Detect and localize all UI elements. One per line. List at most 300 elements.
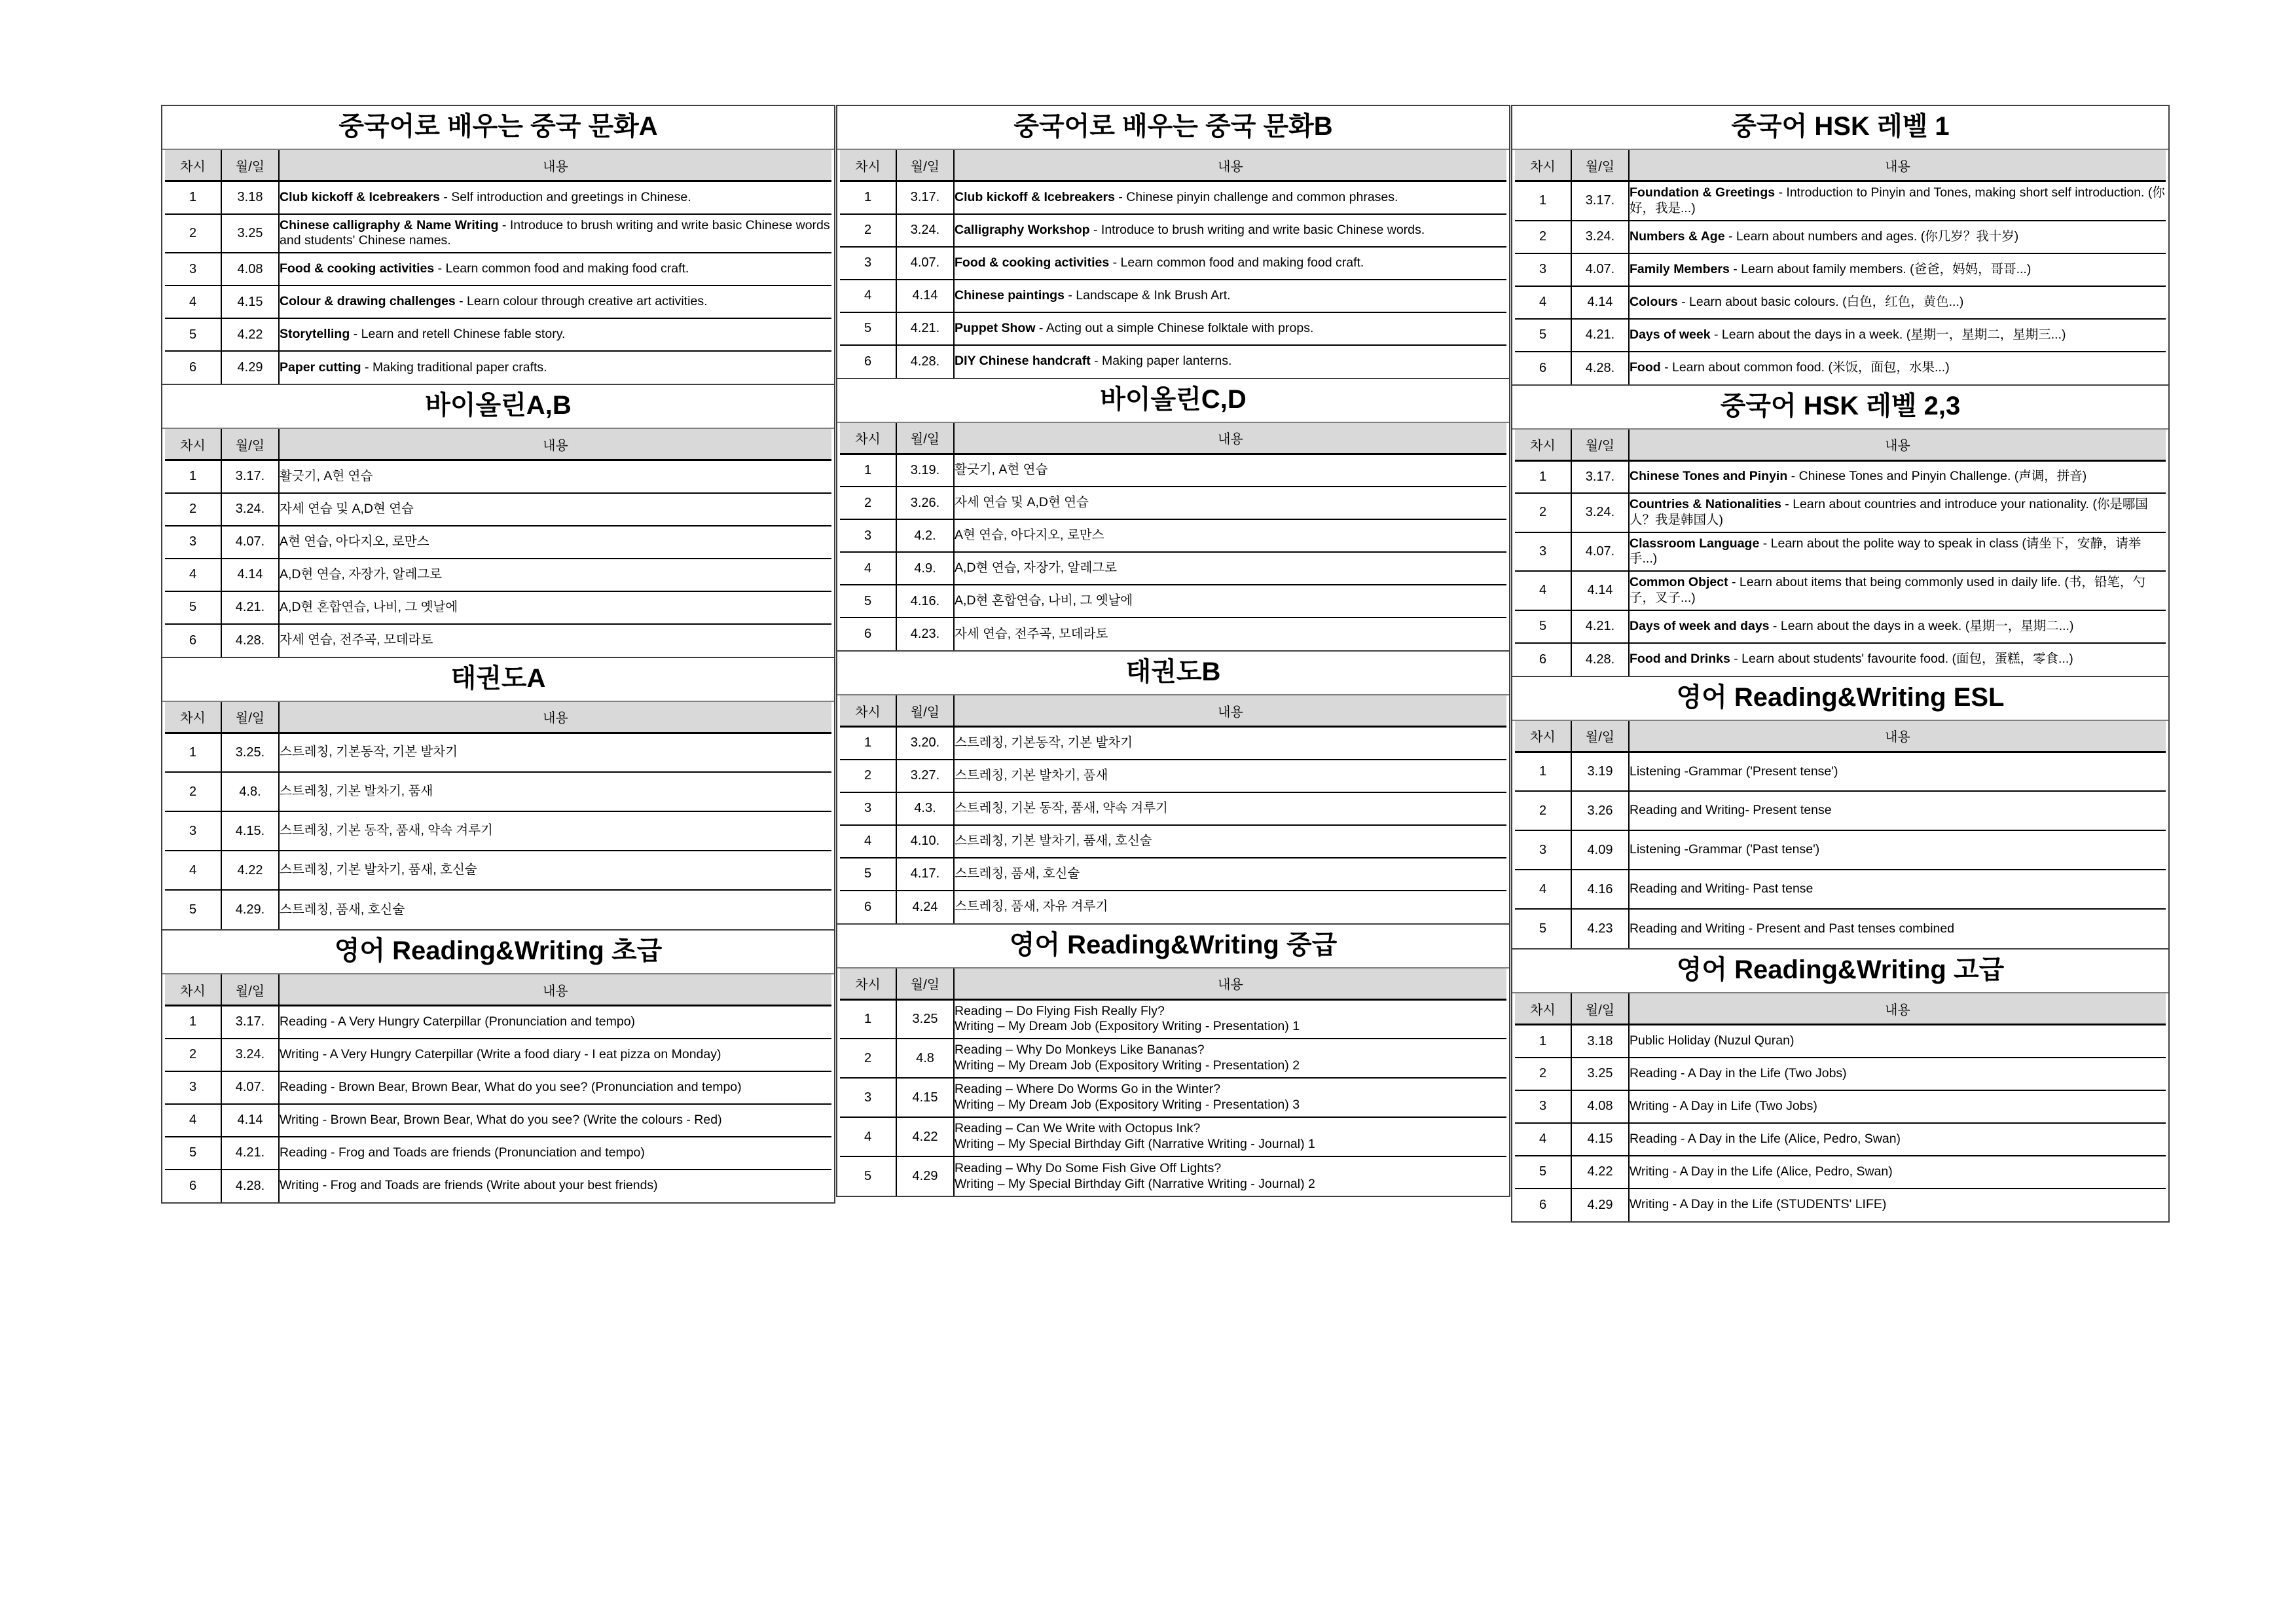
session-topic: Food & cooking activities (955, 255, 1110, 270)
course-schedule-table (165, 429, 831, 657)
table-row (165, 181, 831, 214)
column-header-date: 월/일 (896, 423, 954, 454)
table-row (1515, 1189, 2166, 1221)
course-block-chinese-hsk-23 (1511, 384, 2170, 676)
session-number: 5 (165, 318, 221, 351)
column-header-desc: 내용 (279, 150, 831, 181)
course-schedule-table (1515, 150, 2166, 384)
session-date: 4.29 (1571, 1189, 1629, 1221)
session-date: 4.15 (1571, 1123, 1629, 1156)
session-date: 3.24. (221, 493, 279, 526)
course-block-english-rw-beginner (161, 929, 835, 1204)
session-number: 1 (1515, 181, 1571, 221)
session-content (954, 1078, 1506, 1117)
column-header-desc: 내용 (1629, 993, 2166, 1025)
table-row (165, 1071, 831, 1104)
session-topic: Classroom Language (1630, 536, 1760, 551)
table-row (1515, 791, 2166, 830)
session-content: 스트레칭, 기본 발차기, 품새 (279, 772, 831, 811)
session-date: 4.22 (896, 1117, 954, 1156)
session-number: 3 (1515, 532, 1571, 572)
session-content: Writing - Frog and Toads are friends (Write about your best friends) (279, 1170, 831, 1202)
session-number: 1 (1515, 752, 1571, 791)
session-content: A현 연습, 아다지오, 로만스 (954, 519, 1506, 552)
session-content: 자세 연습, 전주곡, 모데라토 (954, 618, 1506, 650)
session-date: 3.24. (1571, 493, 1629, 532)
session-number: 5 (840, 585, 896, 618)
session-content: 활긋기, A현 연습 (954, 454, 1506, 487)
course-title: 중국어로 배우는 중국 문화B (837, 106, 1509, 150)
session-number: 4 (840, 1117, 896, 1156)
session-date: 3.17. (1571, 460, 1629, 493)
session-topic: Colour & drawing challenges (280, 294, 456, 309)
session-topic: Days of week and days (1630, 618, 1770, 633)
table-row (1515, 221, 2166, 253)
session-content: 스트레칭, 기본동작, 기본 발차기 (954, 727, 1506, 760)
session-date: 4.15. (221, 811, 279, 851)
table-row (165, 493, 831, 526)
course-block-chinese-culture-a (161, 105, 835, 384)
schedule-column-1 (161, 105, 835, 1223)
session-date: 3.26 (1571, 791, 1629, 830)
table-row (165, 811, 831, 851)
session-number: 5 (1515, 909, 1571, 948)
column-header-date: 월/일 (221, 974, 279, 1006)
session-date: 3.25 (896, 999, 954, 1039)
session-number: 6 (1515, 643, 1571, 676)
session-content: 스트레칭, 기본 발차기, 품새, 호신술 (954, 825, 1506, 858)
session-date: 4.28. (221, 1170, 279, 1202)
session-line-1: Reading – Where Do Worms Go in the Winter? (955, 1082, 1221, 1097)
table-row (1515, 1090, 2166, 1123)
table-row (1515, 181, 2166, 221)
table-row (840, 280, 1506, 312)
table-row (840, 454, 1506, 487)
session-content: Reading and Writing - Present and Past tenses combined (1629, 909, 2166, 948)
session-date: 4.14 (1571, 571, 1629, 610)
session-content: 스트레칭, 품새, 호신술 (279, 890, 831, 929)
session-content: Days of week - Learn about the days in a week. (星期一，星期二，星期三...) (1629, 319, 2166, 352)
column-header-desc: 내용 (1629, 150, 2166, 181)
column-header-date: 월/일 (1571, 430, 1629, 461)
course-title: 태권도A (162, 658, 834, 702)
session-content: A,D현 혼합연습, 나비, 그 옛날에 (954, 585, 1506, 618)
column-header-desc: 내용 (279, 974, 831, 1006)
session-number: 6 (1515, 352, 1571, 384)
table-row (1515, 319, 2166, 352)
table-row (165, 733, 831, 772)
session-content: Paper cutting - Making traditional paper crafts. (279, 351, 831, 384)
session-date: 4.07. (1571, 253, 1629, 286)
course-title: 바이올린C,D (837, 379, 1509, 423)
table-row (1515, 643, 2166, 676)
table-row (840, 727, 1506, 760)
session-date: 4.29 (221, 351, 279, 384)
column-header-desc: 내용 (1629, 430, 2166, 461)
column-header-no: 차시 (165, 702, 221, 733)
session-date: 4.07. (896, 247, 954, 280)
table-row (165, 890, 831, 929)
session-number: 1 (840, 727, 896, 760)
column-header-date: 월/일 (1571, 993, 1629, 1025)
session-content: Writing - A Day in the Life (Alice, Pedro, Swan) (1629, 1156, 2166, 1189)
session-date: 4.9. (896, 552, 954, 585)
session-content: 자세 연습 및 A,D현 연습 (279, 493, 831, 526)
column-header-no: 차시 (165, 150, 221, 181)
session-date: 4.10. (896, 825, 954, 858)
table-row (165, 1006, 831, 1039)
course-schedule-table (840, 423, 1506, 651)
table-row (165, 460, 831, 493)
course-title: 중국어로 배우는 중국 문화A (162, 106, 834, 150)
session-content: Puppet Show - Acting out a simple Chinese folktale with props. (954, 312, 1506, 345)
session-date: 4.2. (896, 519, 954, 552)
column-header-desc: 내용 (954, 695, 1506, 727)
session-content: Reading - Brown Bear, Brown Bear, What do you see? (Pronunciation and tempo) (279, 1071, 831, 1104)
table-row (840, 345, 1506, 378)
session-content: A,D현 혼합연습, 나비, 그 옛날에 (279, 591, 831, 624)
session-content (954, 999, 1506, 1039)
session-content: Chinese paintings - Landscape & Ink Brush Art. (954, 280, 1506, 312)
session-content: 자세 연습 및 A,D현 연습 (954, 487, 1506, 519)
session-date: 4.16. (896, 585, 954, 618)
session-number: 3 (840, 792, 896, 825)
session-number: 2 (840, 760, 896, 792)
session-content: Reading - A Day in the Life (Alice, Pedro, Swan) (1629, 1123, 2166, 1156)
session-content: Countries & Nationalities - Learn about countries and introduce your nationality. (你是哪国人？我是韩国人) (1629, 493, 2166, 532)
session-date: 3.20. (896, 727, 954, 760)
session-content: 스트레칭, 기본 동작, 품새, 약속 겨루기 (954, 792, 1506, 825)
session-topic: Numbers & Age (1630, 229, 1725, 244)
session-content (954, 1039, 1506, 1078)
course-schedule-table (165, 974, 831, 1202)
session-content: Club kickoff & Icebreakers - Chinese pinyin challenge and common phrases. (954, 181, 1506, 214)
session-date: 4.14 (221, 1104, 279, 1137)
session-number: 2 (165, 493, 221, 526)
session-date: 4.28. (1571, 643, 1629, 676)
course-title: 중국어 HSK 레벨 2,3 (1512, 386, 2168, 430)
session-number: 2 (1515, 493, 1571, 532)
session-date: 4.8 (896, 1039, 954, 1078)
column-header-desc: 내용 (954, 969, 1506, 1000)
table-row (1515, 1123, 2166, 1156)
table-row (840, 487, 1506, 519)
session-topic: Club kickoff & Icebreakers (280, 189, 440, 204)
session-date: 3.19. (896, 454, 954, 487)
table-row (1515, 870, 2166, 909)
session-number: 1 (840, 999, 896, 1039)
session-line-1: Reading – Why Do Monkeys Like Bananas? (955, 1043, 1205, 1058)
session-number: 2 (1515, 221, 1571, 253)
session-number: 3 (1515, 1090, 1571, 1123)
session-number: 1 (165, 181, 221, 214)
session-content: Food & cooking activities - Learn common food and making food craft. (954, 247, 1506, 280)
session-number: 3 (840, 519, 896, 552)
session-date: 3.19 (1571, 752, 1629, 791)
course-block-chinese-hsk-1 (1511, 105, 2170, 384)
table-row (840, 825, 1506, 858)
column-header-no: 차시 (1515, 430, 1571, 461)
column-header-no: 차시 (840, 695, 896, 727)
course-schedule-table (165, 150, 831, 384)
table-row (1515, 352, 2166, 384)
course-schedule-table (1515, 721, 2166, 949)
session-number: 4 (840, 825, 896, 858)
course-title: 중국어 HSK 레벨 1 (1512, 106, 2168, 150)
table-row (165, 591, 831, 624)
session-date: 4.29 (896, 1156, 954, 1196)
session-number: 4 (1515, 870, 1571, 909)
session-line-1: Reading – Can We Write with Octopus Ink? (955, 1121, 1201, 1136)
session-content: A현 연습, 아다지오, 로만스 (279, 526, 831, 559)
session-content: 활긋기, A현 연습 (279, 460, 831, 493)
session-date: 4.21. (1571, 610, 1629, 643)
session-content: Food & cooking activities - Learn common food and making food craft. (279, 253, 831, 286)
session-date: 4.8. (221, 772, 279, 811)
column-header-desc: 내용 (279, 429, 831, 460)
table-row (840, 1156, 1506, 1196)
session-number: 6 (165, 351, 221, 384)
table-row (1515, 1025, 2166, 1058)
course-block-taekwondo-a (161, 657, 835, 930)
table-row (165, 851, 831, 890)
course-schedule-table (1515, 993, 2166, 1221)
table-row (840, 214, 1506, 247)
session-date: 4.14 (221, 559, 279, 591)
session-content: Reading and Writing- Past tense (1629, 870, 2166, 909)
column-header-no: 차시 (1515, 721, 1571, 752)
session-number: 2 (165, 214, 221, 253)
session-number: 4 (165, 286, 221, 318)
session-number: 3 (840, 247, 896, 280)
session-number: 3 (165, 253, 221, 286)
session-date: 4.22 (1571, 1156, 1629, 1189)
session-number: 3 (840, 1078, 896, 1117)
table-row (840, 891, 1506, 923)
course-block-violin-cd (836, 378, 1510, 651)
course-title: 영어 Reading&Writing ESL (1512, 677, 2168, 721)
session-content: Listening -Grammar ('Past tense') (1629, 830, 2166, 870)
session-date: 3.18 (1571, 1025, 1629, 1058)
course-title: 태권도B (837, 652, 1509, 695)
session-content: Listening -Grammar ('Present tense') (1629, 752, 2166, 791)
column-header-no: 차시 (1515, 150, 1571, 181)
column-header-date: 월/일 (896, 150, 954, 181)
table-row (840, 1039, 1506, 1078)
session-content: Colour & drawing challenges - Learn colour through creative art activities. (279, 286, 831, 318)
table-row (1515, 752, 2166, 791)
session-number: 2 (840, 487, 896, 519)
column-header-no: 차시 (165, 974, 221, 1006)
session-number: 6 (840, 891, 896, 923)
session-topic: Food (1630, 360, 1661, 375)
session-topic: Colours (1630, 294, 1678, 309)
session-number: 2 (840, 1039, 896, 1078)
column-header-no: 차시 (1515, 993, 1571, 1025)
schedule-column-3 (1511, 105, 2170, 1223)
session-number: 4 (165, 1104, 221, 1137)
session-content: Colours - Learn about basic colours. (白色，红色，黄色...) (1629, 286, 2166, 319)
session-number: 5 (840, 1156, 896, 1196)
session-content: Reading - A Very Hungry Caterpillar (Pronunciation and tempo) (279, 1006, 831, 1039)
session-line-1: Reading – Why Do Some Fish Give Off Lights? (955, 1160, 1222, 1175)
session-date: 4.3. (896, 792, 954, 825)
session-date: 4.22 (221, 318, 279, 351)
course-title: 영어 Reading&Writing 고급 (1512, 950, 2168, 993)
session-date: 3.25. (221, 733, 279, 772)
session-content: Reading and Writing- Present tense (1629, 791, 2166, 830)
session-line-2: Writing – My Special Birthday Gift (Narrative Writing - Journal) 2 (955, 1176, 1315, 1191)
session-date: 3.17. (1571, 181, 1629, 221)
session-content: Food - Learn about common food. (米饭，面包，水果...) (1629, 352, 2166, 384)
column-header-desc: 내용 (1629, 721, 2166, 752)
session-topic: Paper cutting (280, 360, 361, 375)
table-row (840, 247, 1506, 280)
session-date: 4.29. (221, 890, 279, 929)
session-date: 4.28. (896, 345, 954, 378)
session-date: 3.25 (221, 214, 279, 253)
session-date: 3.25 (1571, 1058, 1629, 1090)
session-line-2: Writing – My Special Birthday Gift (Narrative Writing - Journal) 1 (955, 1137, 1315, 1152)
course-title: 영어 Reading&Writing 중급 (837, 925, 1509, 969)
session-number: 6 (840, 345, 896, 378)
session-content: 스트레칭, 기본 동작, 품새, 약속 겨루기 (279, 811, 831, 851)
session-topic: Foundation & Greetings (1630, 185, 1776, 200)
session-date: 3.18 (221, 181, 279, 214)
session-number: 1 (165, 460, 221, 493)
session-content (954, 1117, 1506, 1156)
session-number: 5 (165, 591, 221, 624)
table-row (1515, 610, 2166, 643)
session-number: 5 (1515, 1156, 1571, 1189)
column-header-desc: 내용 (279, 702, 831, 733)
course-block-english-rw-advanced (1511, 948, 2170, 1223)
course-schedule-table (840, 150, 1506, 378)
course-block-chinese-culture-b (836, 105, 1510, 378)
session-date: 4.07. (221, 1071, 279, 1104)
course-schedule-table (840, 969, 1506, 1196)
session-content: 스트레칭, 품새, 호신술 (954, 858, 1506, 891)
column-header-no: 차시 (840, 423, 896, 454)
table-row (840, 792, 1506, 825)
session-content: 스트레칭, 기본 발차기, 품새, 호신술 (279, 851, 831, 890)
session-date: 4.15 (221, 286, 279, 318)
session-number: 5 (840, 858, 896, 891)
table-row (840, 552, 1506, 585)
table-row (1515, 532, 2166, 572)
session-number: 3 (1515, 253, 1571, 286)
column-header-no: 차시 (840, 969, 896, 1000)
session-date: 3.24. (1571, 221, 1629, 253)
session-date: 4.16 (1571, 870, 1629, 909)
session-date: 4.28. (221, 624, 279, 657)
table-row (165, 286, 831, 318)
session-content: 자세 연습, 전주곡, 모데라토 (279, 624, 831, 657)
session-date: 3.17. (221, 460, 279, 493)
session-line-2: Writing – My Dream Job (Expository Writing - Presentation) 1 (955, 1019, 1300, 1034)
session-number: 4 (1515, 286, 1571, 319)
table-row (165, 772, 831, 811)
session-content: 스트레칭, 품새, 자유 겨루기 (954, 891, 1506, 923)
column-header-date: 월/일 (221, 150, 279, 181)
table-row (1515, 253, 2166, 286)
table-row (840, 585, 1506, 618)
session-content: Reading - Frog and Toads are friends (Pronunciation and tempo) (279, 1137, 831, 1170)
table-row (165, 624, 831, 657)
table-row (840, 519, 1506, 552)
session-content: Reading - A Day in the Life (Two Jobs) (1629, 1058, 2166, 1090)
column-header-date: 월/일 (896, 695, 954, 727)
session-content: 스트레칭, 기본동작, 기본 발차기 (279, 733, 831, 772)
table-row (1515, 1156, 2166, 1189)
session-date: 3.17. (896, 181, 954, 214)
session-number: 4 (840, 552, 896, 585)
session-date: 4.22 (221, 851, 279, 890)
table-row (840, 181, 1506, 214)
table-row (840, 858, 1506, 891)
session-topic: Club kickoff & Icebreakers (955, 189, 1115, 204)
course-title: 영어 Reading&Writing 초급 (162, 931, 834, 974)
session-number: 3 (1515, 830, 1571, 870)
session-date: 4.07. (1571, 532, 1629, 572)
session-topic: Chinese Tones and Pinyin (1630, 469, 1788, 484)
session-number: 6 (840, 618, 896, 650)
session-date: 3.17. (221, 1006, 279, 1039)
session-topic: Days of week (1630, 327, 1711, 342)
column-header-date: 월/일 (221, 429, 279, 460)
session-number: 2 (165, 1039, 221, 1071)
session-date: 4.09 (1571, 830, 1629, 870)
session-topic: Calligraphy Workshop (955, 222, 1090, 237)
column-header-no: 차시 (840, 150, 896, 181)
session-number: 5 (165, 890, 221, 929)
session-date: 4.14 (896, 280, 954, 312)
session-content: A,D현 연습, 자장가, 알레그로 (954, 552, 1506, 585)
session-date: 4.21. (896, 312, 954, 345)
table-row (840, 1117, 1506, 1156)
table-row (1515, 286, 2166, 319)
table-row (840, 999, 1506, 1039)
session-number: 3 (165, 1071, 221, 1104)
session-number: 4 (165, 851, 221, 890)
table-row (165, 1039, 831, 1071)
session-line-2: Writing – My Dream Job (Expository Writing - Presentation) 3 (955, 1098, 1300, 1113)
session-topic: Family Members (1630, 261, 1730, 276)
session-number: 4 (1515, 1123, 1571, 1156)
session-date: 4.21. (221, 1137, 279, 1170)
session-content: Chinese calligraphy & Name Writing - Introduce to brush writing and write basic Chinese words and students' Chinese names. (279, 214, 831, 253)
session-topic: DIY Chinese handcraft (955, 354, 1091, 369)
table-row (1515, 493, 2166, 532)
session-topic: Food & cooking activities (280, 261, 435, 276)
session-content: Writing - A Day in the Life (STUDENTS' LIFE) (1629, 1189, 2166, 1221)
table-row (1515, 1058, 2166, 1090)
session-number: 3 (165, 811, 221, 851)
session-date: 4.08 (1571, 1090, 1629, 1123)
session-date: 3.26. (896, 487, 954, 519)
course-block-english-rw-intermediate (836, 923, 1510, 1198)
session-content: Storytelling - Learn and retell Chinese fable story. (279, 318, 831, 351)
session-content: Family Members - Learn about family members. (爸爸，妈妈，哥哥...) (1629, 253, 2166, 286)
session-number: 2 (840, 214, 896, 247)
session-number: 1 (1515, 460, 1571, 493)
course-block-english-rw-esl (1511, 676, 2170, 949)
course-block-taekwondo-b (836, 650, 1510, 923)
column-header-date: 월/일 (221, 702, 279, 733)
session-date: 3.27. (896, 760, 954, 792)
session-topic: Common Object (1630, 575, 1728, 590)
session-topic: Food and Drinks (1630, 652, 1730, 667)
